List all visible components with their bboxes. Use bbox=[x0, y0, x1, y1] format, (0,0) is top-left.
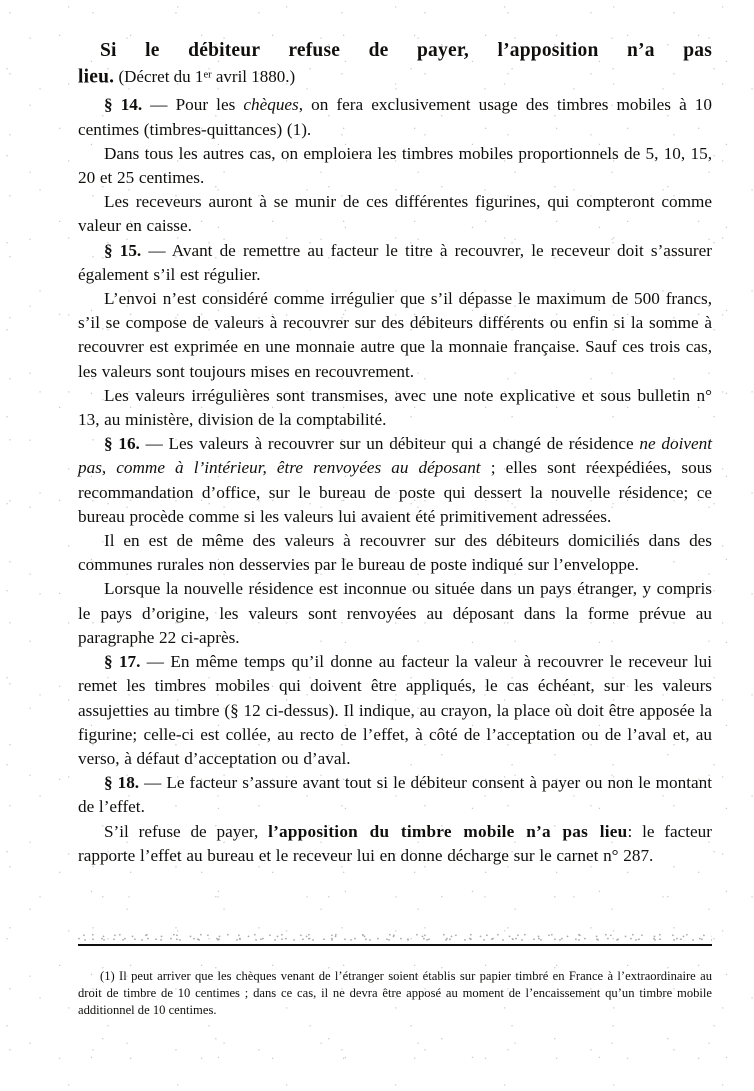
paragraph-s15-c: Les valeurs irrégulières sont transmises, avec une note explicative et sous bulletin n° 13, au ministère, division de la comptabilité. bbox=[78, 385, 712, 430]
s14-italic-cheques: chèques bbox=[243, 95, 299, 115]
paragraph-s18 bbox=[78, 771, 712, 819]
paragraph-s15-b: L’envoi n’est considéré comme irrégulier que s’il dépasse le maximum de 500 francs, s’il se compose de valeurs à recouvrer sur des débiteurs différents ou enfin si la somme à recouvrer est exprimée en une monnaie autre que la monnaie française. Sauf ces trois cas, les valeurs sont toujours mises en recouvrement. bbox=[78, 289, 712, 381]
section-marker-17: § 17. bbox=[104, 652, 141, 672]
decree-ordinal: er bbox=[203, 70, 212, 81]
paragraph-s16-c: Lorsque la nouvelle résidence est inconnue ou située dans un pays étranger, y compris le pays d’origine, les valeurs sont renvoyées au déposant dans la forme prévue au paragraphe 22 ci-après. bbox=[78, 579, 712, 647]
s15-lead: — Avant de remettre au facteur le titre à recouvrer, le receveur doit s’assurer également s’il est régulier. bbox=[78, 240, 712, 284]
s16-body: ; elles sont réexpédiées, sous recommandation d’office, sur le bureau de poste qui dessert la nouvelle résidence; ce bureau procède comme si les valeurs lui avaient été primitivement adressées. bbox=[78, 458, 712, 526]
paragraph-s16 bbox=[78, 432, 712, 529]
section-marker-14: § 14. bbox=[104, 95, 143, 115]
page-text-block bbox=[78, 38, 712, 868]
paragraph-s14 bbox=[78, 93, 712, 141]
paragraph-s17 bbox=[78, 650, 712, 771]
paragraph-s14-b: Dans tous les autres cas, on emploiera les timbres mobiles proportionnels de 5, 10, 15, 20 et 25 centimes. bbox=[78, 143, 712, 188]
heading-line-1: Si le débiteur refuse de payer, l’apposition n’a pas bbox=[100, 40, 712, 61]
page-heading bbox=[78, 38, 712, 89]
paragraph-s16-b: Il en est de même des valeurs à recouvrer sur des débiteurs domiciliés dans des communes rurales non desservies par le bureau de poste indiqué sur l’enveloppe. bbox=[78, 531, 712, 575]
decree-close: avril 1880.) bbox=[211, 67, 296, 87]
section-marker-16: § 16. bbox=[104, 434, 140, 454]
section-marker-18: § 18. bbox=[104, 773, 140, 793]
s18b-body: : le facteur rapporte l’effet au bureau et le receveur lui en donne décharge sur le carnet n° 287. bbox=[78, 821, 713, 865]
s17-lead: — En même temps qu’il donne au facteur la valeur à recouvrer le receveur lui remet les timbres mobiles qui doivent être appliqués, le cas échéant, sur les valeurs assujetties au timbre (§ 12 ci-dessus). Il indique, au crayon, la place où doit être apposée la figurine; celle-ci est collée, au recto de l’effet, à côté de l’acceptation ou de l’aval et, au verso, à défaut d’acceptation ou d’aval. bbox=[78, 652, 712, 768]
heading-lieu: lieu. bbox=[78, 66, 115, 88]
heading-decree bbox=[114, 67, 295, 86]
decree-open: (Décret du 1 bbox=[114, 67, 204, 87]
s18b-bold-clause: l’apposition du timbre mobile n’a pas lieu bbox=[268, 821, 628, 841]
s18b-prefix: S’il refuse de payer, bbox=[104, 821, 269, 841]
paragraph-s18-b bbox=[78, 820, 712, 868]
footnote-1 bbox=[78, 968, 712, 1020]
footnote-rule-smudge bbox=[78, 932, 712, 943]
footnote-text: Il peut arriver que les chèques venant de l’étranger soient établis sur papier timbré en France à l’extraordinaire au droit de timbre de 10 centimes ; dans ce cas, il ne devra être apposé au moment de l’encaissement qu’un timbre mobile additionnel de 10 centimes. bbox=[78, 969, 712, 1018]
s14-lead: — Pour les bbox=[142, 95, 244, 115]
heading-line-2 bbox=[78, 63, 712, 89]
s14-body: , on fera exclusivement usage des timbres mobiles à 10 centimes (timbres-quittances) (1). bbox=[78, 95, 712, 139]
paragraph-s15 bbox=[78, 239, 712, 287]
footnote-separator-rule bbox=[78, 944, 712, 946]
paragraph-s14-c: Les receveurs auront à se munir de ces différentes figurines, qui compteront comme valeur en caisse. bbox=[78, 192, 712, 236]
footnote-marker: (1) bbox=[100, 969, 115, 983]
s16-lead: — Les valeurs à recouvrer sur un débiteur qui a changé de résidence bbox=[139, 434, 640, 454]
s18-lead: — Le facteur s’assure avant tout si le débiteur consent à payer ou non le montant de l’effet. bbox=[78, 773, 713, 817]
s16-italic-clause: ne doivent pas, comme à l’intérieur, être renvoyées au déposant bbox=[78, 434, 712, 478]
section-marker-15: § 15. bbox=[104, 240, 142, 260]
